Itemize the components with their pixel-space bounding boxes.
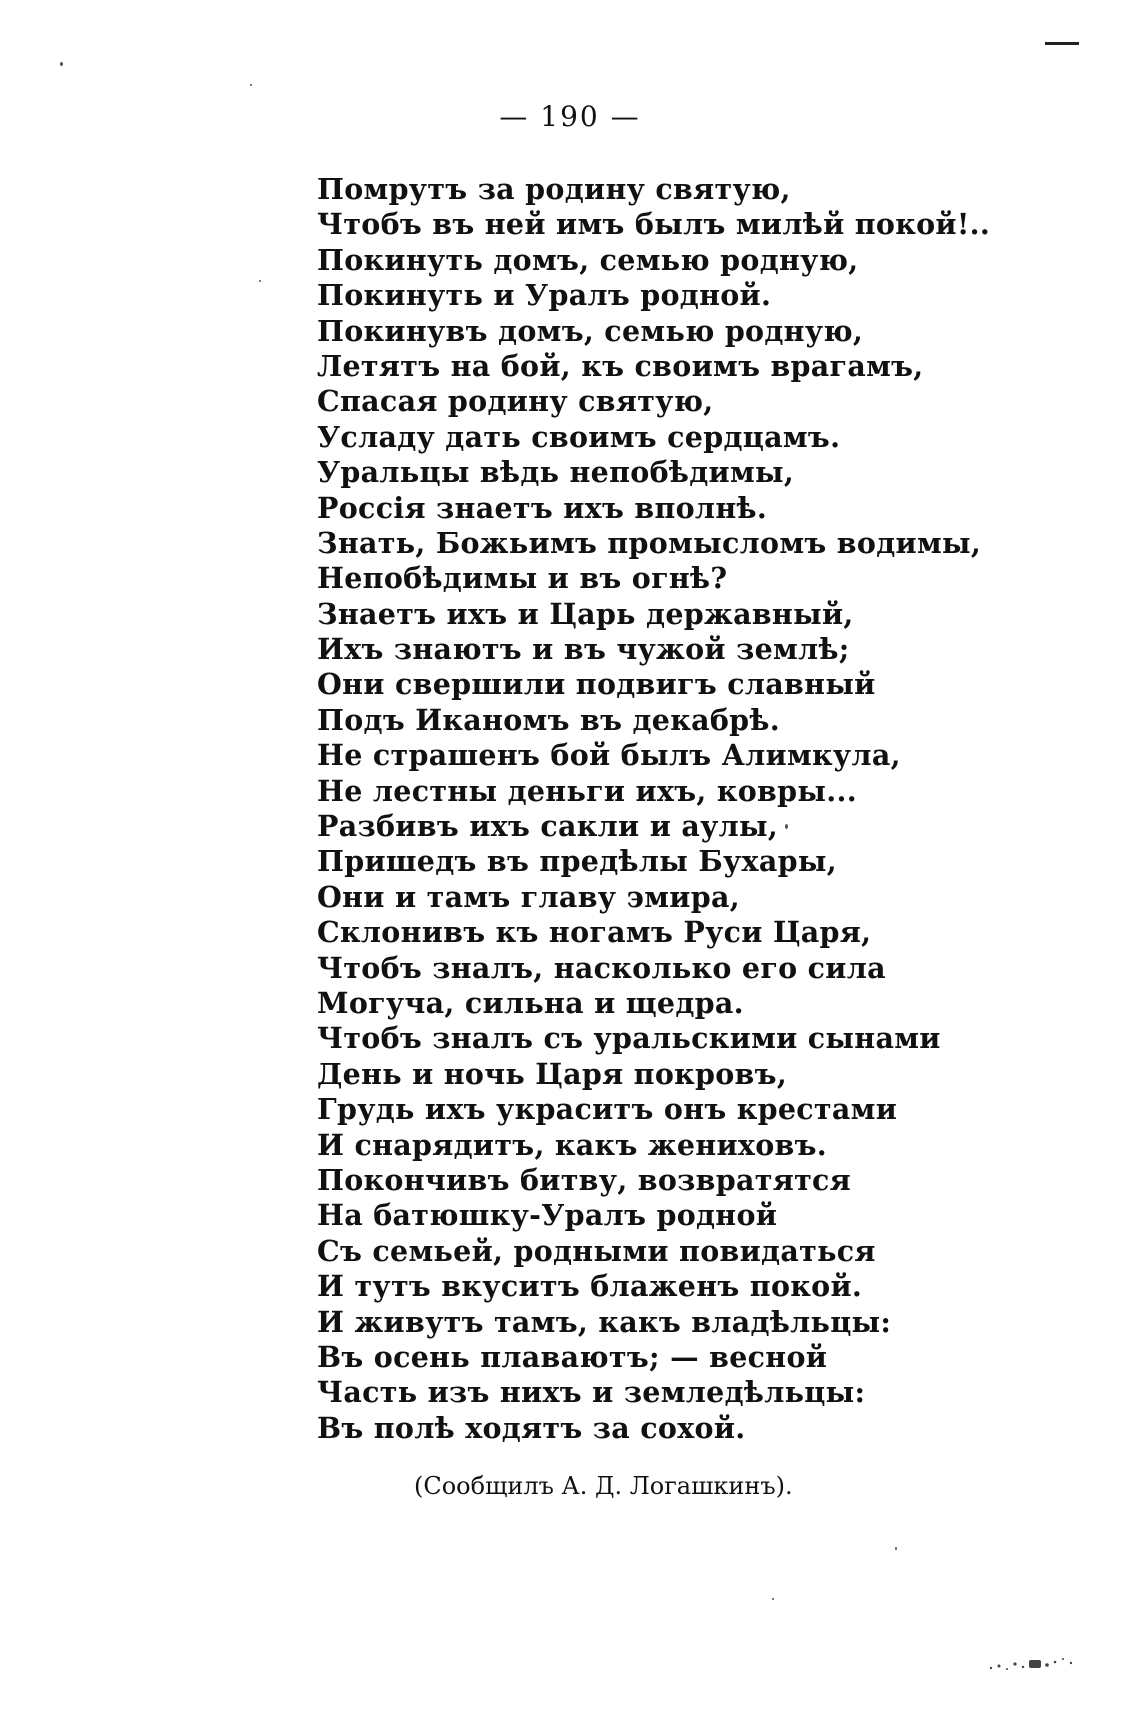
scan-edge-mark bbox=[1045, 42, 1079, 45]
poem-line: Спасая родину святую, bbox=[317, 384, 714, 419]
poem-line: Они свершили подвигъ славный bbox=[317, 667, 876, 702]
poem-line: И тутъ вкуситъ блаженъ покой. bbox=[317, 1269, 863, 1304]
poem-line: Чтобъ зналъ, насколько его сила bbox=[317, 950, 886, 985]
scan-speck bbox=[772, 1598, 774, 1600]
scan-speck bbox=[259, 280, 261, 282]
poem-line: Не лестны деньги ихъ, ковры... bbox=[317, 773, 857, 808]
poem-line: Покончивъ битву, возвратятся bbox=[317, 1162, 852, 1197]
poem-line: Могуча, сильна и щедра. bbox=[317, 985, 744, 1020]
poem-line: Чтобъ зналъ съ уральскими сынами bbox=[317, 1021, 941, 1056]
scan-smudge bbox=[985, 1650, 1080, 1674]
poem-line: Уральцы вѣдь непобѣдимы, bbox=[317, 455, 795, 490]
poem-line: День и ночь Царя покровъ, bbox=[317, 1056, 788, 1091]
poem-line: Съ семьей, родными повидаться bbox=[317, 1233, 876, 1268]
poem-line: На батюшку-Уралъ родной bbox=[317, 1198, 778, 1233]
poem-line: Летятъ на бой, къ своимъ врагамъ, bbox=[317, 348, 924, 383]
poem-line: Чтобъ въ ней имъ былъ милѣй покой!.. bbox=[317, 207, 991, 242]
poem-line: Склонивъ къ ногамъ Руси Царя, bbox=[317, 915, 872, 950]
poem-line: Подъ Иканомъ въ декабрѣ. bbox=[317, 702, 780, 737]
poem-line: Не страшенъ бой былъ Алимкула, bbox=[317, 738, 901, 773]
poem-line: Въ осень плаваютъ; — весной bbox=[317, 1339, 828, 1374]
poem bbox=[317, 172, 1037, 1446]
poem-line: Грудь ихъ украситъ онъ крестами bbox=[317, 1092, 898, 1127]
poem-line: Россія знаетъ ихъ вполнѣ. bbox=[317, 490, 768, 525]
poem-line: Усладу дать своимъ сердцамъ. bbox=[317, 419, 841, 454]
poem-line: Ихъ знаютъ и въ чужой землѣ; bbox=[317, 632, 850, 667]
poem-line: И живутъ тамъ, какъ владѣльцы: bbox=[317, 1304, 892, 1339]
poem-line: Помрутъ за родину святую, bbox=[317, 172, 791, 206]
poem-line: И снарядитъ, какъ жениховъ. bbox=[317, 1127, 828, 1162]
scan-speck bbox=[895, 1547, 897, 1550]
poem-line: Пришедъ въ предѣлы Бухары, bbox=[317, 844, 837, 879]
poem-line: Покинуть домъ, семью родную, bbox=[317, 242, 859, 277]
poem-line: Покинувъ домъ, семью родную, bbox=[317, 313, 864, 348]
poem-line: Разбивъ ихъ сакли и аулы, bbox=[317, 809, 779, 844]
poem-line: Знать, Божьимъ промысломъ водимы, bbox=[317, 525, 982, 560]
scan-speck bbox=[60, 62, 63, 66]
poem-line: Покинуть и Уралъ родной. bbox=[317, 278, 772, 313]
poem-line: Непобѣдимы и въ огнѣ? bbox=[317, 561, 728, 596]
page-number: — 190 — bbox=[499, 100, 641, 133]
attribution: (Сообщилъ А. Д. Логашкинъ). bbox=[414, 1472, 793, 1500]
poem-line: Знаетъ ихъ и Царь державный, bbox=[317, 596, 854, 631]
scan-speck bbox=[250, 84, 252, 86]
scan-speck bbox=[785, 824, 788, 829]
poem-line: Часть изъ нихъ и земледѣльцы: bbox=[317, 1375, 866, 1410]
poem-line: Въ полѣ ходятъ за сохой. bbox=[317, 1410, 746, 1445]
poem-line: Они и тамъ главу эмира, bbox=[317, 879, 740, 914]
